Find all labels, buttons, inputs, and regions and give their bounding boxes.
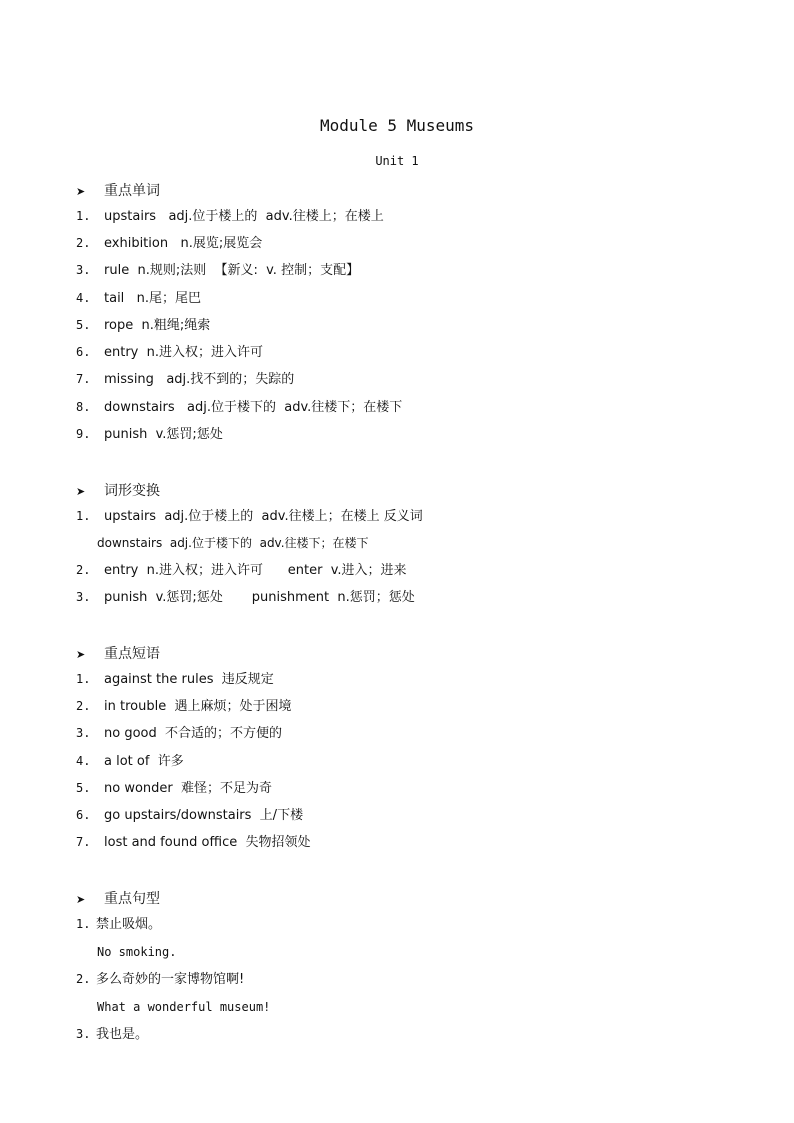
arrow-bullet-icon: ➤ <box>76 893 86 906</box>
arrow-bullet-icon: ➤ <box>76 485 86 498</box>
item-text: punish v.惩罚;惩处 <box>104 427 223 442</box>
item-text: against the rules 违反规定 <box>104 672 274 687</box>
item-number: 2. <box>76 236 91 250</box>
list-item <box>76 344 263 361</box>
list-item <box>76 317 210 334</box>
sentence-item <box>76 1026 148 1043</box>
item-number: 2. <box>76 972 91 986</box>
item-text: no wonder 难怪；不足为奇 <box>104 781 273 796</box>
item-text: a lot of 许多 <box>104 754 184 769</box>
list-item <box>76 671 274 688</box>
section-heading-text: 重点短语 <box>104 646 160 662</box>
sentence-english: No smoking. <box>97 945 177 959</box>
list-item <box>76 834 310 851</box>
item-number: 1. <box>76 509 91 523</box>
section-heading-text: 重点句型 <box>104 891 160 907</box>
item-text: upstairs adj.位于楼上的 adv.往楼上；在楼上 <box>104 209 384 224</box>
item-text: in trouble 遇上麻烦；处于困境 <box>104 699 292 714</box>
list-item <box>76 753 184 770</box>
sentence-item <box>76 971 244 988</box>
list-item <box>76 589 415 606</box>
list-item <box>76 262 359 279</box>
item-number: 3. <box>76 590 91 604</box>
unit-subtitle: Unit 1 <box>375 154 419 168</box>
item-number: 7. <box>76 835 91 849</box>
sentence-english: What a wonderful museum! <box>97 1000 271 1014</box>
sentence-chinese: 我也是。 <box>96 1027 149 1042</box>
list-item <box>76 780 272 797</box>
sentence-chinese: 禁止吸烟。 <box>96 917 162 932</box>
section-heading-sentences <box>76 888 160 908</box>
item-number: 4. <box>76 754 91 768</box>
item-text: punish v.惩罚;惩处 punishment n.惩罚；惩处 <box>104 590 415 605</box>
item-text: tail n.尾；尾巴 <box>104 291 202 306</box>
arrow-bullet-icon: ➤ <box>76 185 86 198</box>
item-text: rope n.粗绳;绳索 <box>104 318 211 333</box>
section-heading-text: 词形变换 <box>104 483 160 499</box>
item-number: 3. <box>76 726 91 740</box>
item-number: 1. <box>76 209 91 223</box>
section-heading-words <box>76 180 160 200</box>
item-text: go upstairs/downstairs 上/下楼 <box>104 808 304 823</box>
item-text: exhibition n.展览;展览会 <box>104 236 263 251</box>
item-number: 3. <box>76 263 91 277</box>
item-number: 3. <box>76 1027 91 1041</box>
list-item-continuation: downstairs adj.位于楼下的 adv.往楼下；在楼下 <box>97 536 369 550</box>
item-number: 1. <box>76 672 91 686</box>
item-text: downstairs adj.位于楼下的 adv.往楼下；在楼下 <box>104 400 403 415</box>
item-text: missing adj.找不到的；失踪的 <box>104 372 295 387</box>
item-number: 4. <box>76 291 91 305</box>
item-number: 6. <box>76 345 91 359</box>
list-item <box>76 371 294 388</box>
item-text: entry n.进入权；进入许可 enter v.进入；进来 <box>104 563 407 578</box>
item-number: 5. <box>76 318 91 332</box>
item-number: 5. <box>76 781 91 795</box>
item-text: rule n.规则;法则 【新义: v. 控制；支配】 <box>104 263 360 278</box>
list-item <box>76 426 223 443</box>
sentence-item <box>76 916 161 933</box>
section-heading-forms <box>76 480 160 500</box>
list-item <box>76 508 423 525</box>
item-number: 2. <box>76 563 91 577</box>
item-text: entry n.进入权；进入许可 <box>104 345 264 360</box>
section-heading-phrases <box>76 643 160 663</box>
list-item <box>76 725 282 742</box>
item-number: 9. <box>76 427 91 441</box>
list-item <box>76 562 407 579</box>
page-title: Module 5 Museums <box>319 116 475 135</box>
list-item <box>76 807 303 824</box>
list-item <box>76 399 402 416</box>
item-number: 1. <box>76 917 91 931</box>
list-item <box>76 290 201 307</box>
item-number: 7. <box>76 372 91 386</box>
sentence-chinese: 多么奇妙的一家博物馆啊! <box>96 972 245 987</box>
section-heading-text: 重点单词 <box>104 183 160 199</box>
item-number: 2. <box>76 699 91 713</box>
list-item <box>76 208 384 225</box>
list-item <box>76 235 262 252</box>
arrow-bullet-icon: ➤ <box>76 648 86 661</box>
item-number: 6. <box>76 808 91 822</box>
item-text: no good 不合适的；不方便的 <box>104 726 283 741</box>
item-text: lost and found office 失物招领处 <box>104 835 311 850</box>
list-item <box>76 698 291 715</box>
item-number: 8. <box>76 400 91 414</box>
item-text: upstairs adj.位于楼上的 adv.往楼上；在楼上 反义词 <box>104 509 423 524</box>
